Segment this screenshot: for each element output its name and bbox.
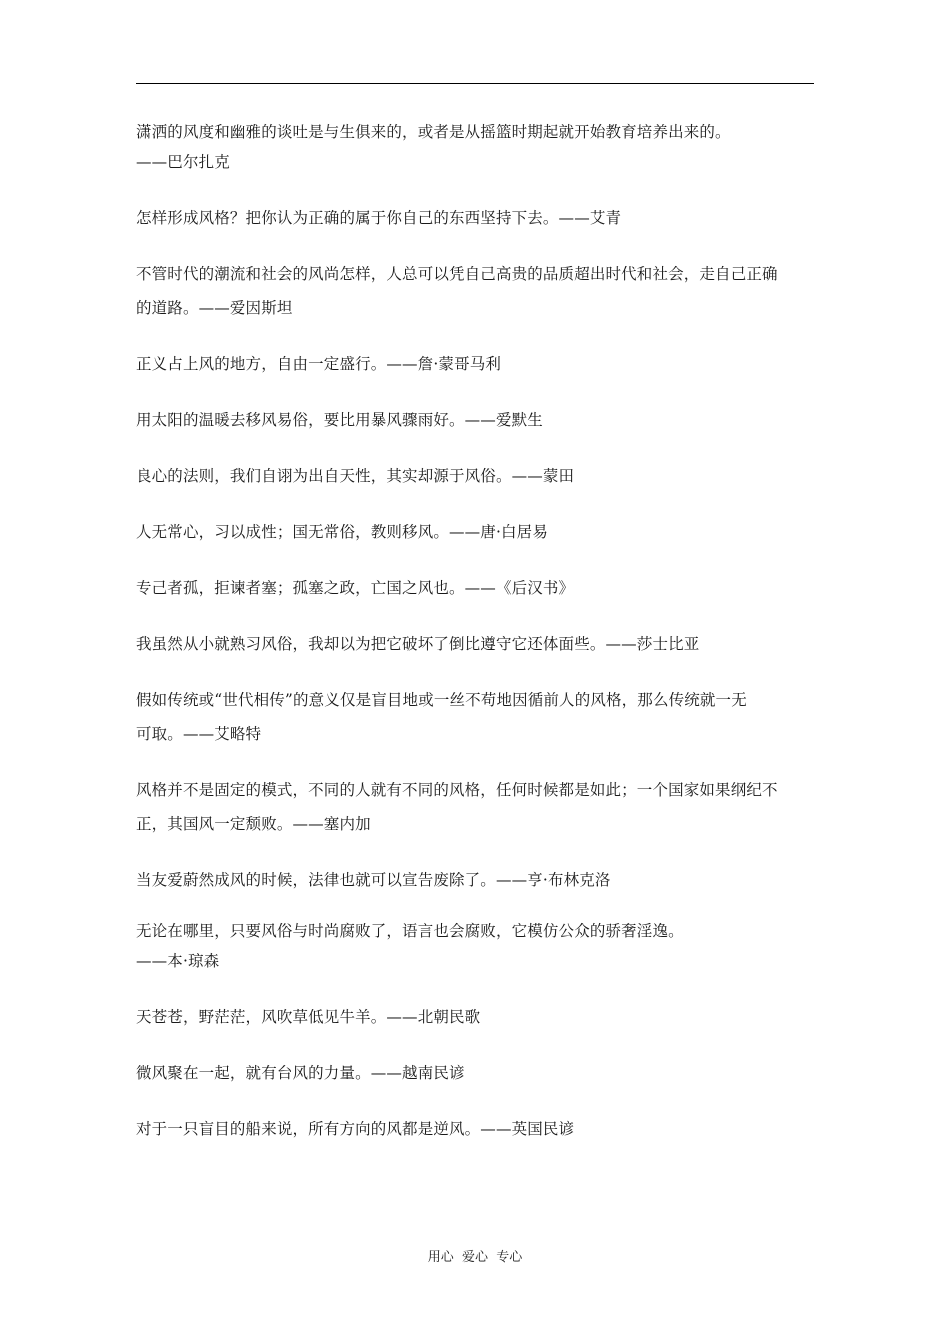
quote-line: 我虽然从小就熟习风俗，我却以为把它破坏了倒比遵守它还体面些。——莎士比亚 bbox=[136, 635, 700, 653]
quote-line: 假如传统或“世代相传”的意义仅是盲目地或一丝不苟地因循前人的风格，那么传统就一无 bbox=[136, 691, 747, 709]
quote-line: 无论在哪里，只要风俗与时尚腐败了，语言也会腐败，它模仿公众的骄奢淫逸。 bbox=[136, 922, 684, 940]
page-footer: 用心 爱心 专心 bbox=[427, 1250, 523, 1265]
quote-line: ——本·琼森 bbox=[136, 952, 220, 970]
quote-list bbox=[136, 120, 816, 1146]
header-rule bbox=[136, 83, 814, 84]
quote-line: 风格并不是固定的模式，不同的人就有不同的风格，任何时候都是如此；一个国家如果纲纪不 bbox=[136, 781, 778, 799]
quote-line: 怎样形成风格？把你认为正确的属于你自己的东西坚持下去。——艾青 bbox=[136, 209, 622, 227]
quote-line: 正义占上风的地方，自由一定盛行。——詹·蒙哥马利 bbox=[136, 355, 502, 373]
quote-line: 正，其国风一定颓败。——塞内加 bbox=[136, 815, 371, 833]
quote-line: 潇洒的风度和幽雅的谈吐是与生俱来的，或者是从摇篮时期起就开始教育培养出来的。 bbox=[136, 123, 731, 141]
quote-line: ——巴尔扎克 bbox=[136, 153, 230, 171]
quote-line: 的道路。——爱因斯坦 bbox=[136, 299, 293, 317]
quote-line: 当友爱蔚然成风的时候，法律也就可以宣告废除了。——亨·布林克洛 bbox=[136, 871, 611, 889]
quote-line: 良心的法则，我们自诩为出自天性，其实却源于风俗。——蒙田 bbox=[136, 467, 575, 485]
quote-line: 对于一只盲目的船来说，所有方向的风都是逆风。——英国民谚 bbox=[136, 1120, 575, 1138]
quote-line: 天苍苍，野茫茫，风吹草低见牛羊。——北朝民歌 bbox=[136, 1008, 481, 1026]
quote-line: 专己者孤，拒谏者塞；孤塞之政，亡国之风也。——《后汉书》 bbox=[136, 579, 575, 597]
quote-line: 用太阳的温暖去移风易俗，要比用暴风骤雨好。——爱默生 bbox=[136, 411, 543, 429]
quote-line: 人无常心，习以成性；国无常俗，教则移风。——唐·白居易 bbox=[136, 523, 548, 541]
quote-line: 微风聚在一起，就有台风的力量。——越南民谚 bbox=[136, 1064, 465, 1082]
quote-line: 不管时代的潮流和社会的风尚怎样，人总可以凭自己高贵的品质超出时代和社会，走自己正确 bbox=[136, 265, 778, 283]
quote-line: 可取。——艾略特 bbox=[136, 725, 262, 743]
